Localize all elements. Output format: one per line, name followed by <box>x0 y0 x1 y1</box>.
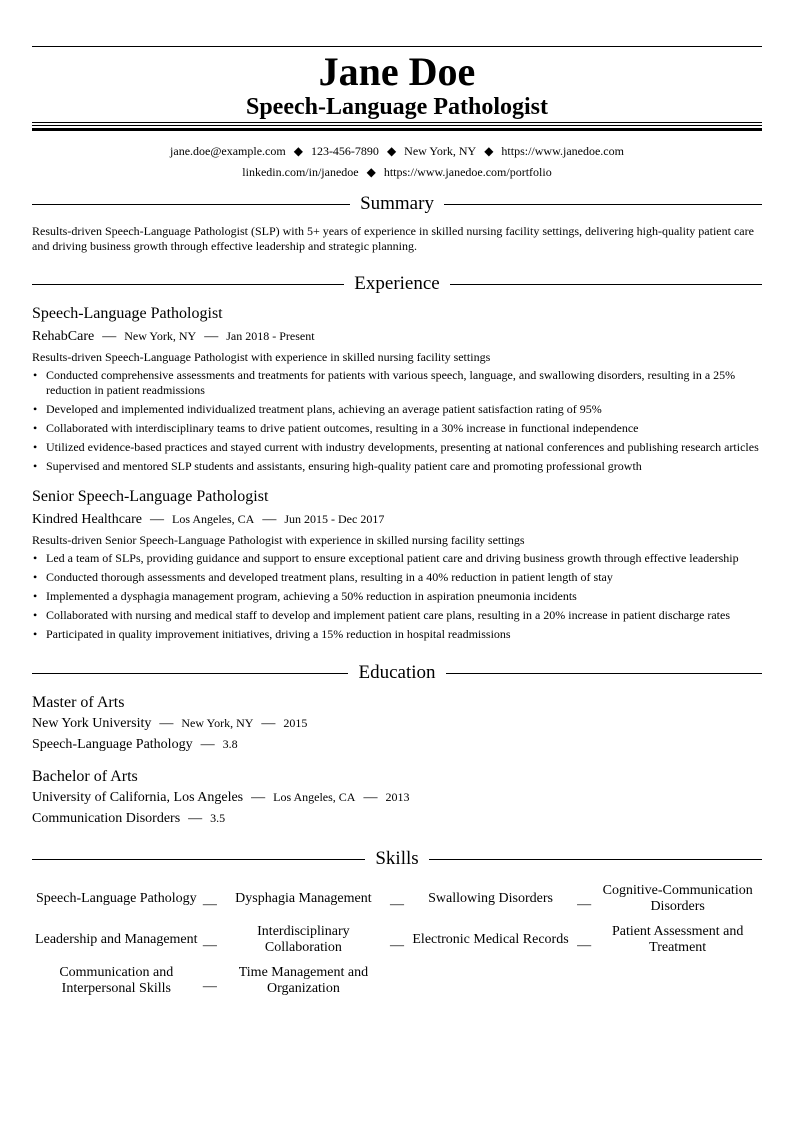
school-line: New York University — New York, NY — 2015 <box>32 716 308 731</box>
field-line: Communication Disorders — 3.5 <box>32 811 226 826</box>
list-item: • Conducted comprehensive assessments and treatments for patients with various speech, language, and swallowing disorders, resulting in a 25% reduction in patient readmissions <box>33 368 736 397</box>
job-dates: Jan 2018 - Present <box>226 329 315 343</box>
list-item: • Led a team of SLPs, providing guidance and support to ensure exceptional patient care and driving business growth through effective leadership <box>33 551 739 565</box>
field-line: Speech-Language Pathology — 3.8 <box>32 737 238 752</box>
skill-item: Speech-Language Pathology <box>36 890 197 906</box>
bullet-icon: • <box>33 589 38 603</box>
summary-text: Results-driven Speech-Language Pathologist (SLP) with 5+ years of experience in skilled nursing facility settings, delivering high-quality patient care and driving business growth through effective leadership and strategic planning. <box>32 224 754 253</box>
contact-phone[interactable]: 123-456-7890 <box>310 144 379 158</box>
diamond-icon: ◆ <box>386 144 397 158</box>
bullet-icon: • <box>33 440 38 454</box>
skill-item: Time Management and Organization <box>238 964 369 996</box>
degree: Master of Arts <box>32 694 125 711</box>
header-bottom-rule <box>32 122 762 131</box>
skill-separator: — <box>202 897 217 912</box>
bullet-icon: • <box>33 551 38 565</box>
list-item: • Participated in quality improvement initiatives, driving a 15% reduction in hospital readmissions <box>33 627 511 641</box>
diamond-icon: ◆ <box>293 144 303 158</box>
school-name: University of California, Los Angeles <box>32 790 244 805</box>
contact-line-1 <box>32 143 762 159</box>
contact-line-2 <box>32 164 762 180</box>
list-item: • Supervised and mentored SLP students and assistants, ensuring high-quality patient care and promoting professional growth <box>33 459 642 473</box>
skill-item: Patient Assessment and Treatment <box>611 923 744 955</box>
contact-email[interactable]: jane.doe@example.com <box>170 144 286 158</box>
field-of-study: Communication Disorders <box>32 811 181 826</box>
graduation-year: 2013 <box>385 790 410 804</box>
skill-item: Leadership and Management <box>35 931 198 947</box>
job-location: Los Angeles, CA <box>172 512 255 526</box>
school-location: Los Angeles, CA <box>273 790 356 804</box>
job-role: Speech-Language Pathologist <box>32 305 223 322</box>
bullet-icon: • <box>33 459 38 473</box>
candidate-name: Jane Doe <box>318 49 476 94</box>
school-location: New York, NY <box>181 716 254 730</box>
skills-grid <box>32 878 762 1001</box>
skill-separator: — <box>577 938 592 953</box>
gpa: 3.8 <box>222 737 238 751</box>
diamond-icon: ◆ <box>366 165 376 179</box>
job-dates: Jun 2015 - Dec 2017 <box>284 512 385 526</box>
skill-item: Dysphagia Management <box>235 890 372 906</box>
job-company: RehabCare <box>32 329 95 344</box>
graduation-year: 2015 <box>283 716 308 730</box>
skills-section-heading <box>32 847 762 871</box>
job-meta: Kindred Healthcare — Los Angeles, CA — Jun 2015 - Dec 2017 <box>32 512 385 527</box>
education-entry <box>32 693 762 755</box>
contact-website[interactable]: https://www.janedoe.com <box>501 144 624 158</box>
bullet-icon: • <box>33 608 38 622</box>
list-item: • Utilized evidence-based practices and stayed current with industry developments, presenting at national conferences and publishing research articles <box>33 440 759 454</box>
education-section-heading <box>32 661 762 685</box>
skill-separator: — <box>577 897 592 912</box>
bullet-icon: • <box>33 421 38 435</box>
list-item: • Developed and implemented individualized treatment plans, achieving an average patient satisfaction rating of 95% <box>33 402 602 416</box>
header-top-rule <box>32 46 762 47</box>
contact-linkedin[interactable]: linkedin.com/in/janedoe <box>242 165 359 179</box>
list-item: • Collaborated with nursing and medical staff to develop and implement patient care plans, resulting in a 20% increase in patient discharge rates <box>33 608 731 622</box>
section-title: Experience <box>354 273 440 294</box>
summary-section-heading <box>32 192 762 216</box>
job-bullets <box>32 368 762 474</box>
school-line: University of California, Los Angeles — Los Angeles, CA — 2013 <box>32 790 410 805</box>
skill-item: Communication and Interpersonal Skills <box>59 964 174 996</box>
contact-location: New York, NY <box>404 144 477 158</box>
job-meta: RehabCare — New York, NY — Jan 2018 - Present <box>32 329 315 344</box>
diamond-icon: ◆ <box>484 144 494 158</box>
skill-separator: — <box>202 938 217 953</box>
skill-separator: — <box>389 938 404 953</box>
school-name: New York University <box>32 716 152 731</box>
job-description: Results-driven Senior Speech-Language Pathologist with experience in skilled nursing facility settings <box>32 533 525 547</box>
education-entry <box>32 767 762 829</box>
skill-item: Interdisciplinary Collaboration <box>257 923 350 955</box>
bullet-icon: • <box>33 402 38 416</box>
job-description: Results-driven Speech-Language Pathologist with experience in skilled nursing facility settings <box>32 350 491 364</box>
section-title: Education <box>358 662 436 683</box>
skill-item: Cognitive-Communication Disorders <box>602 882 753 914</box>
section-title: Skills <box>375 848 419 869</box>
bullet-icon: • <box>33 368 38 382</box>
experience-section-heading <box>32 272 762 296</box>
job-location: New York, NY <box>124 329 197 343</box>
contact-portfolio[interactable]: https://www.janedoe.com/portfolio <box>383 165 552 179</box>
experience-entry <box>32 304 762 478</box>
skill-item: Electronic Medical Records <box>412 931 569 947</box>
skill-separator: — <box>202 979 217 994</box>
job-bullets <box>32 551 762 642</box>
job-company: Kindred Healthcare <box>32 512 142 527</box>
list-item: • Collaborated with interdisciplinary teams to drive patient outcomes, resulting in a 30% increase in functional independence <box>33 421 639 435</box>
experience-entry <box>32 487 762 646</box>
degree: Bachelor of Arts <box>32 768 138 785</box>
job-role: Senior Speech-Language Pathologist <box>32 488 269 505</box>
list-item: • Implemented a dysphagia management program, achieving a 50% reduction in aspiration pneumonia incidents <box>33 589 577 603</box>
list-item: • Conducted thorough assessments and developed treatment plans, resulting in a 40% reduction in patient length of stay <box>33 570 613 584</box>
bullet-icon: • <box>33 627 38 641</box>
skill-item: Swallowing Disorders <box>428 890 553 906</box>
gpa: 3.5 <box>210 811 226 825</box>
field-of-study: Speech-Language Pathology <box>32 737 193 752</box>
bullet-icon: • <box>33 570 38 584</box>
candidate-title: Speech-Language Pathologist <box>245 94 548 120</box>
section-title: Summary <box>360 193 434 214</box>
skill-separator: — <box>389 897 404 912</box>
